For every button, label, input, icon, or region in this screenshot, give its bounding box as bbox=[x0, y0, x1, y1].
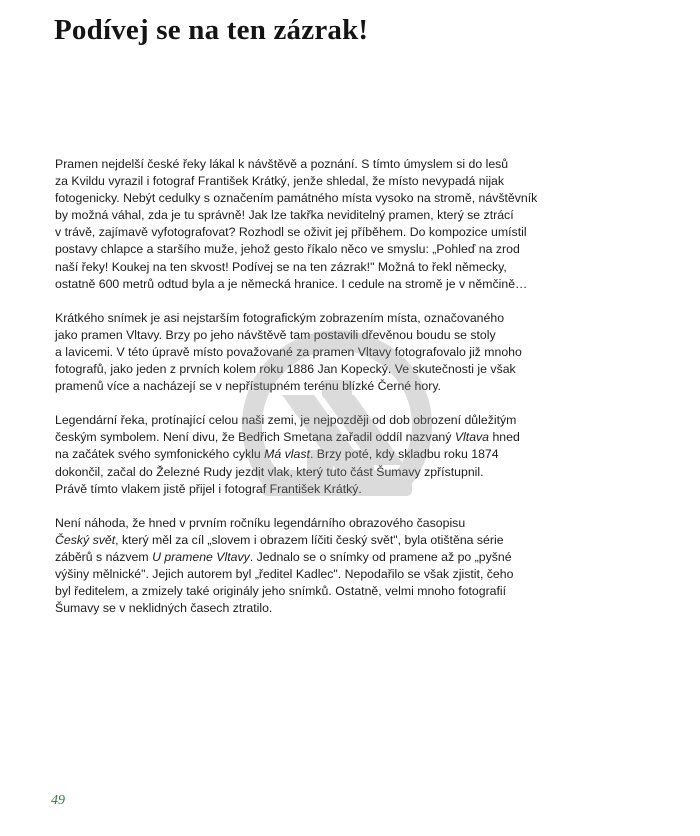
text-line bbox=[55, 600, 555, 617]
text-run: dokončil, začal do Železné Rudy jezdit vlak, který tuto část Šumavy zpřístupnil. bbox=[55, 464, 484, 479]
text-line bbox=[55, 378, 555, 395]
text-line bbox=[55, 156, 555, 173]
text-line bbox=[55, 241, 555, 258]
text-line bbox=[55, 259, 555, 276]
italic-title: Český svět bbox=[55, 532, 116, 547]
text-line bbox=[55, 446, 555, 463]
paragraph bbox=[55, 412, 555, 497]
paragraph bbox=[55, 310, 555, 395]
text-line bbox=[55, 224, 555, 241]
text-run: Legendární řeka, protínající celou naši zemi, je nejpozději od dob obrození důležitým bbox=[55, 413, 517, 428]
text-line bbox=[55, 173, 555, 190]
text-run: fotogenicky. Nebýt cedulky s označením památného místa vysoko na stromě, návštěvník bbox=[55, 191, 538, 206]
text-run: , který měl za cíl „slovem i obrazem líčiti český svět", byla otištěna série bbox=[115, 532, 504, 547]
text-line bbox=[55, 583, 555, 600]
text-run: . Brzy poté, kdy skladbu roku 1874 bbox=[309, 447, 499, 462]
text-run: v trávě, zajímavě vyfotografovat? Rozhodl se oživit jej příběhem. Do kompozice umístil bbox=[55, 225, 527, 240]
text-run: pramenů více a nacházejí se v nepřístupném terénu blízké Černé hory. bbox=[55, 379, 441, 394]
italic-title: Vltava bbox=[454, 430, 490, 445]
text-run: Není náhoda, že hned v prvním ročníku legendárního obrazového časopisu bbox=[55, 515, 466, 530]
paragraph bbox=[55, 515, 555, 618]
text-run: českým symbolem. Není divu, že Bedřich Smetana zařadil oddíl nazvaný bbox=[55, 430, 455, 445]
text-line bbox=[55, 190, 555, 207]
text-run: ostatně 600 metrů odtud byla a je německá hranice. I cedule na stromě je v němčině… bbox=[55, 276, 528, 291]
text-line bbox=[55, 327, 555, 344]
text-line bbox=[55, 361, 555, 378]
text-line bbox=[55, 276, 555, 293]
text-run: Právě tímto vlakem jistě přijel i fotograf František Krátký. bbox=[55, 481, 362, 496]
text-line bbox=[55, 566, 555, 583]
text-run: by možná váhal, zda je tu správně! Jak lze takřka neviditelný pramen, který se ztrácí bbox=[55, 208, 514, 223]
text-run: Pramen nejdelší české řeky lákal k návštěvě a poznání. S tímto úmyslem si do lesů bbox=[55, 157, 509, 171]
text-line bbox=[55, 549, 555, 566]
text-line bbox=[55, 429, 555, 446]
text-line bbox=[55, 481, 555, 498]
text-run: Krátkého snímek je asi nejstarším fotografickým zobrazením místa, označovaného bbox=[55, 310, 505, 325]
text-line bbox=[55, 344, 555, 361]
text-line bbox=[55, 207, 555, 224]
text-line bbox=[55, 532, 555, 549]
text-run: byl ředitelem, a zmizely také originály jeho snímků. Ostatně, velmi mnoho fotografií bbox=[55, 584, 507, 599]
text-run: . Jednalo se o snímky od pramene až po „pyšné bbox=[249, 549, 512, 564]
text-run: naší řeky! Koukej na ten skvost! Podívej se na ten zázrak!" Možná to řekl německy, bbox=[55, 259, 507, 274]
article-body bbox=[55, 156, 555, 634]
text-run: výšiny mělnické". Jejich autorem byl „ředitel Kadlec". Nepodařilo se však zjistit, čeho bbox=[55, 566, 514, 581]
text-run: a lavicemi. V této úpravě místo považované za pramen Vltavy fotografovalo již mnoho bbox=[55, 344, 522, 359]
paragraph bbox=[55, 156, 555, 293]
text-line bbox=[55, 310, 555, 327]
page-number: 49 bbox=[51, 793, 65, 808]
text-run: postavy chlapce a staršího muže, jehož gesto říkalo něco ve smyslu: „Pohleď na zrod bbox=[55, 242, 520, 257]
text-run: na začátek svého symfonického cyklu bbox=[55, 447, 265, 462]
text-run: jako pramen Vltavy. Brzy po jeho návštěvě tam postavili dřevěnou boudu se stoly bbox=[55, 327, 496, 342]
text-run: Šumavy se v neklidných časech ztratilo. bbox=[55, 601, 273, 616]
page-title: Podívej se na ten zázrak! bbox=[54, 14, 369, 46]
text-run: hned bbox=[489, 430, 520, 445]
italic-title: Má vlast bbox=[264, 447, 310, 462]
text-run: za Kvildu vyrazil i fotograf František Krátký, jenže shledal, že místo nevypadá nijak bbox=[55, 174, 505, 189]
text-run: fotografů, jako jeden z prvních kolem roku 1886 Jan Kopecký. Ve skutečnosti je však bbox=[55, 362, 516, 377]
italic-title: U pramene Vltavy bbox=[152, 549, 250, 564]
text-line bbox=[55, 515, 555, 532]
text-line bbox=[55, 464, 555, 481]
text-line bbox=[55, 412, 555, 429]
text-run: záběrů s názvem bbox=[55, 549, 153, 564]
